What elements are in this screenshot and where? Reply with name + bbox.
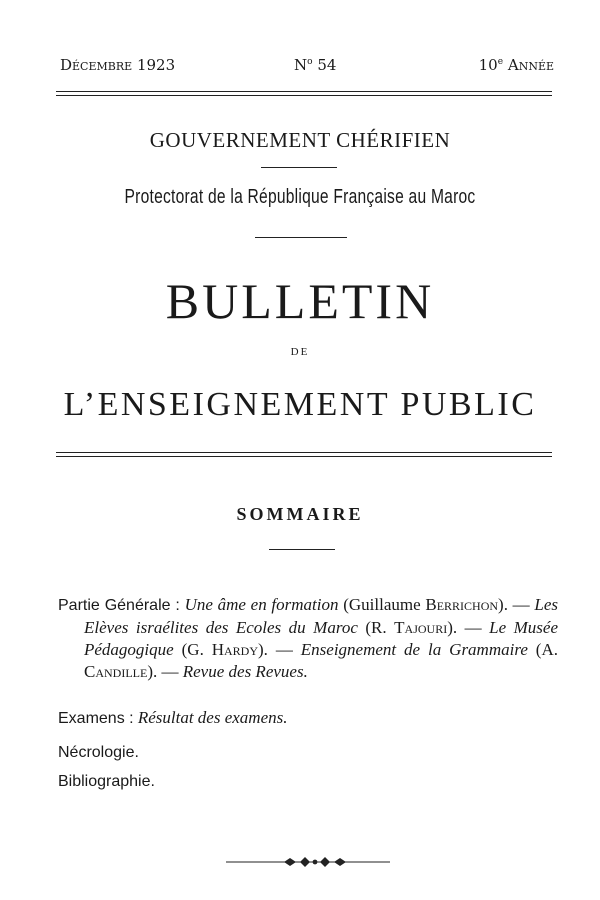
article-title: Enseignement de la Grammaire <box>300 640 528 659</box>
date-month-rest: ÉCEMBRE <box>72 60 133 73</box>
number-prefix: N <box>294 56 308 74</box>
issue-year <box>479 56 554 74</box>
header-row <box>60 56 554 82</box>
separator: ). — <box>498 595 535 614</box>
divider-rule <box>269 549 335 550</box>
contents-necrologie <box>58 741 558 764</box>
protectorate-title: Protectorat de la République Française au Maroc <box>124 186 476 208</box>
sommaire-title: SOMMAIRE <box>236 504 364 524</box>
enseignement-title: L’ENSEIGNEMENT PUBLIC <box>63 386 537 423</box>
author-prefix: (A. <box>535 640 558 659</box>
header-double-rule <box>56 91 552 96</box>
ornament-divider <box>226 856 390 868</box>
article-title: Les Elèves israélites des Ecoles du Maroc <box>84 595 559 637</box>
article-title: Revue des Revues. <box>182 662 308 681</box>
issue-number <box>294 56 336 74</box>
number-value: 54 <box>317 56 337 74</box>
date-initial: D <box>60 56 73 74</box>
separator: ). — <box>447 618 490 637</box>
article-title: Le Musée Pédagogique <box>84 618 559 659</box>
author-name: Candille <box>84 662 148 681</box>
date-year: 1923 <box>136 56 176 74</box>
section-label: Nécrologie. <box>58 744 139 761</box>
separator: ). — <box>258 640 301 659</box>
section-label: Bibliographie. <box>58 773 155 790</box>
bulletin-title: BULLETIN <box>165 273 435 329</box>
separator: ). — <box>147 662 183 681</box>
author-name: Hardy <box>211 640 259 659</box>
article-title: Résultat des examens. <box>137 708 288 727</box>
author-name: Berrichon <box>425 595 499 614</box>
author-prefix: (R. <box>365 618 395 637</box>
section-label: Examens : <box>58 710 134 727</box>
contents-partie-generale <box>58 594 558 683</box>
masthead-double-rule <box>56 452 552 457</box>
author-prefix: (Guillaume <box>343 595 426 614</box>
divider-rule <box>255 237 347 238</box>
author-name: Tajouri <box>394 618 448 637</box>
section-label: Partie Générale : <box>58 597 180 614</box>
number-sup: o <box>307 57 313 67</box>
article-title: Une âme en formation <box>184 595 339 614</box>
author-prefix: (G. <box>181 640 212 659</box>
contents-examens <box>58 707 558 730</box>
divider-rule <box>261 167 337 168</box>
government-title: GOUVERNEMENT CHÉRIFIEN <box>149 128 451 152</box>
year-initial: A <box>507 56 519 74</box>
de-label: DE <box>290 346 310 358</box>
year-value: 10 <box>478 56 498 74</box>
year-rest: NNÉE <box>518 60 554 73</box>
year-sup: e <box>497 57 504 67</box>
issue-date <box>60 56 175 74</box>
contents-bibliographie <box>58 770 558 793</box>
